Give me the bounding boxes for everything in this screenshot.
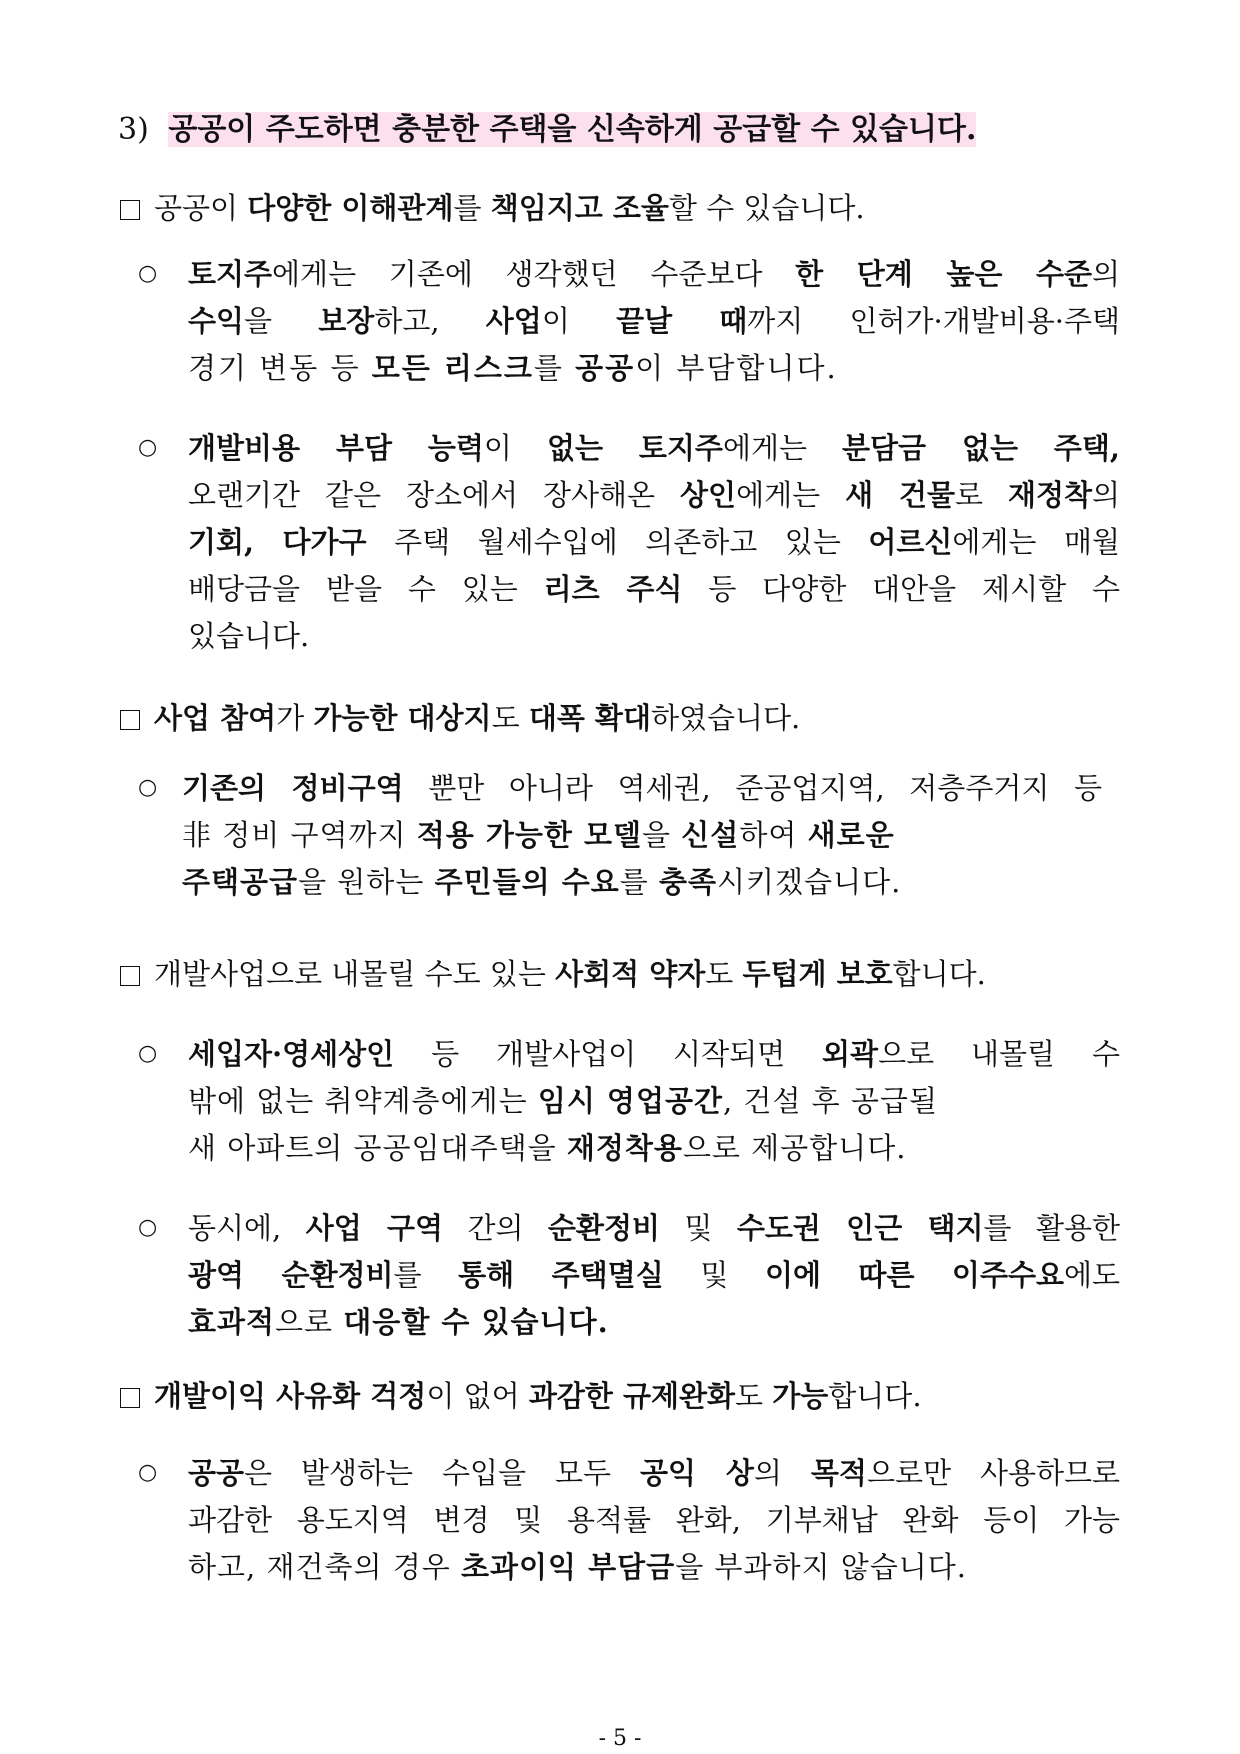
- paragraph-line: 하고, 재건축의 경우 초과이익 부담금을 부과하지 않습니다.: [188, 1550, 967, 1584]
- bullet-icon: ○: [138, 775, 158, 800]
- checkbox-square-icon: [120, 966, 140, 986]
- paragraph-line: 토지주에게는 기존에 생각했던 수준보다 한 단계 높은 수준의: [188, 257, 1120, 291]
- heading-text: 공공이 주도하면 충분한 주택을 신속하게 공급할 수 있습니다.: [168, 112, 977, 147]
- section-2-title: 사업 참여가 가능한 대상지도 대폭 확대하였습니다.: [120, 700, 800, 736]
- paragraph-line: 기존의 정비구역 뿐만 아니라 역세권, 준공업지역, 저층주거지 등: [182, 771, 1102, 805]
- section-1-title: 공공이 다양한 이해관계를 책임지고 조율할 수 있습니다.: [120, 190, 865, 226]
- paragraph-line: 수익을 보장하고, 사업이 끝날 때까지 인허가·개발비용·주택: [188, 304, 1121, 338]
- bullet-icon: ○: [138, 435, 158, 460]
- paragraph-line: 있습니다.: [188, 619, 310, 653]
- paragraph-line: 배당금을 받을 수 있는 리츠 주식 등 다양한 대안을 제시할 수: [188, 572, 1120, 606]
- paragraph-line: 효과적으로 대응할 수 있습니다.: [188, 1305, 609, 1339]
- page-number: - 5 -: [598, 1726, 642, 1751]
- section-3-title: 개발사업으로 내몰릴 수도 있는 사회적 약자도 두텁게 보호합니다.: [120, 956, 986, 992]
- paragraph-line: 광역 순환정비를 통해 주택멸실 및 이에 따른 이주수요에도: [188, 1258, 1121, 1292]
- paragraph-line: 세입자·영세상인 등 개발사업이 시작되면 외곽으로 내몰릴 수: [188, 1037, 1120, 1071]
- heading-number: 3): [118, 112, 149, 147]
- paragraph-line: 경기 변동 등 모든 리스크를 공공이 부담합니다.: [188, 351, 838, 385]
- checkbox-square-icon: [120, 1388, 140, 1408]
- checkbox-square-icon: [120, 200, 140, 220]
- paragraph-line: 동시에, 사업 구역 간의 순환정비 및 수도권 인근 택지를 활용한: [188, 1211, 1121, 1245]
- section-heading: [118, 112, 976, 148]
- bullet-icon: ○: [138, 1460, 158, 1485]
- paragraph-line: 새 아파트의 공공임대주택을 재정착용으로 제공합니다.: [188, 1131, 907, 1165]
- paragraph-line: 기회, 다가구 주택 월세수입에 의존하고 있는 어르신에게는 매월: [188, 525, 1120, 559]
- paragraph-line: 공공은 발생하는 수입을 모두 공익 상의 목적으로만 사용하므로: [188, 1456, 1121, 1490]
- section-4-title: 개발이익 사유화 걱정이 없어 과감한 규제완화도 가능합니다.: [120, 1378, 922, 1414]
- bullet-icon: ○: [138, 261, 158, 286]
- bullet-icon: ○: [138, 1215, 158, 1240]
- paragraph-line: 오랜기간 같은 장소에서 장사해온 상인에게는 새 건물로 재정착의: [188, 478, 1121, 512]
- checkbox-square-icon: [120, 710, 140, 730]
- bullet-icon: ○: [138, 1041, 158, 1066]
- paragraph-line: 非 정비 구역까지 적용 가능한 모델을 신설하여 새로운: [182, 818, 895, 852]
- paragraph-line: 주택공급을 원하는 주민들의 수요를 충족시키겠습니다.: [182, 865, 902, 899]
- paragraph-line: 개발비용 부담 능력이 없는 토지주에게는 분담금 없는 주택,: [188, 431, 1121, 465]
- paragraph-line: 밖에 없는 취약계층에게는 임시 영업공간, 건설 후 공급될: [188, 1084, 938, 1118]
- paragraph-line: 과감한 용도지역 변경 및 용적률 완화, 기부채납 완화 등이 가능: [188, 1503, 1120, 1537]
